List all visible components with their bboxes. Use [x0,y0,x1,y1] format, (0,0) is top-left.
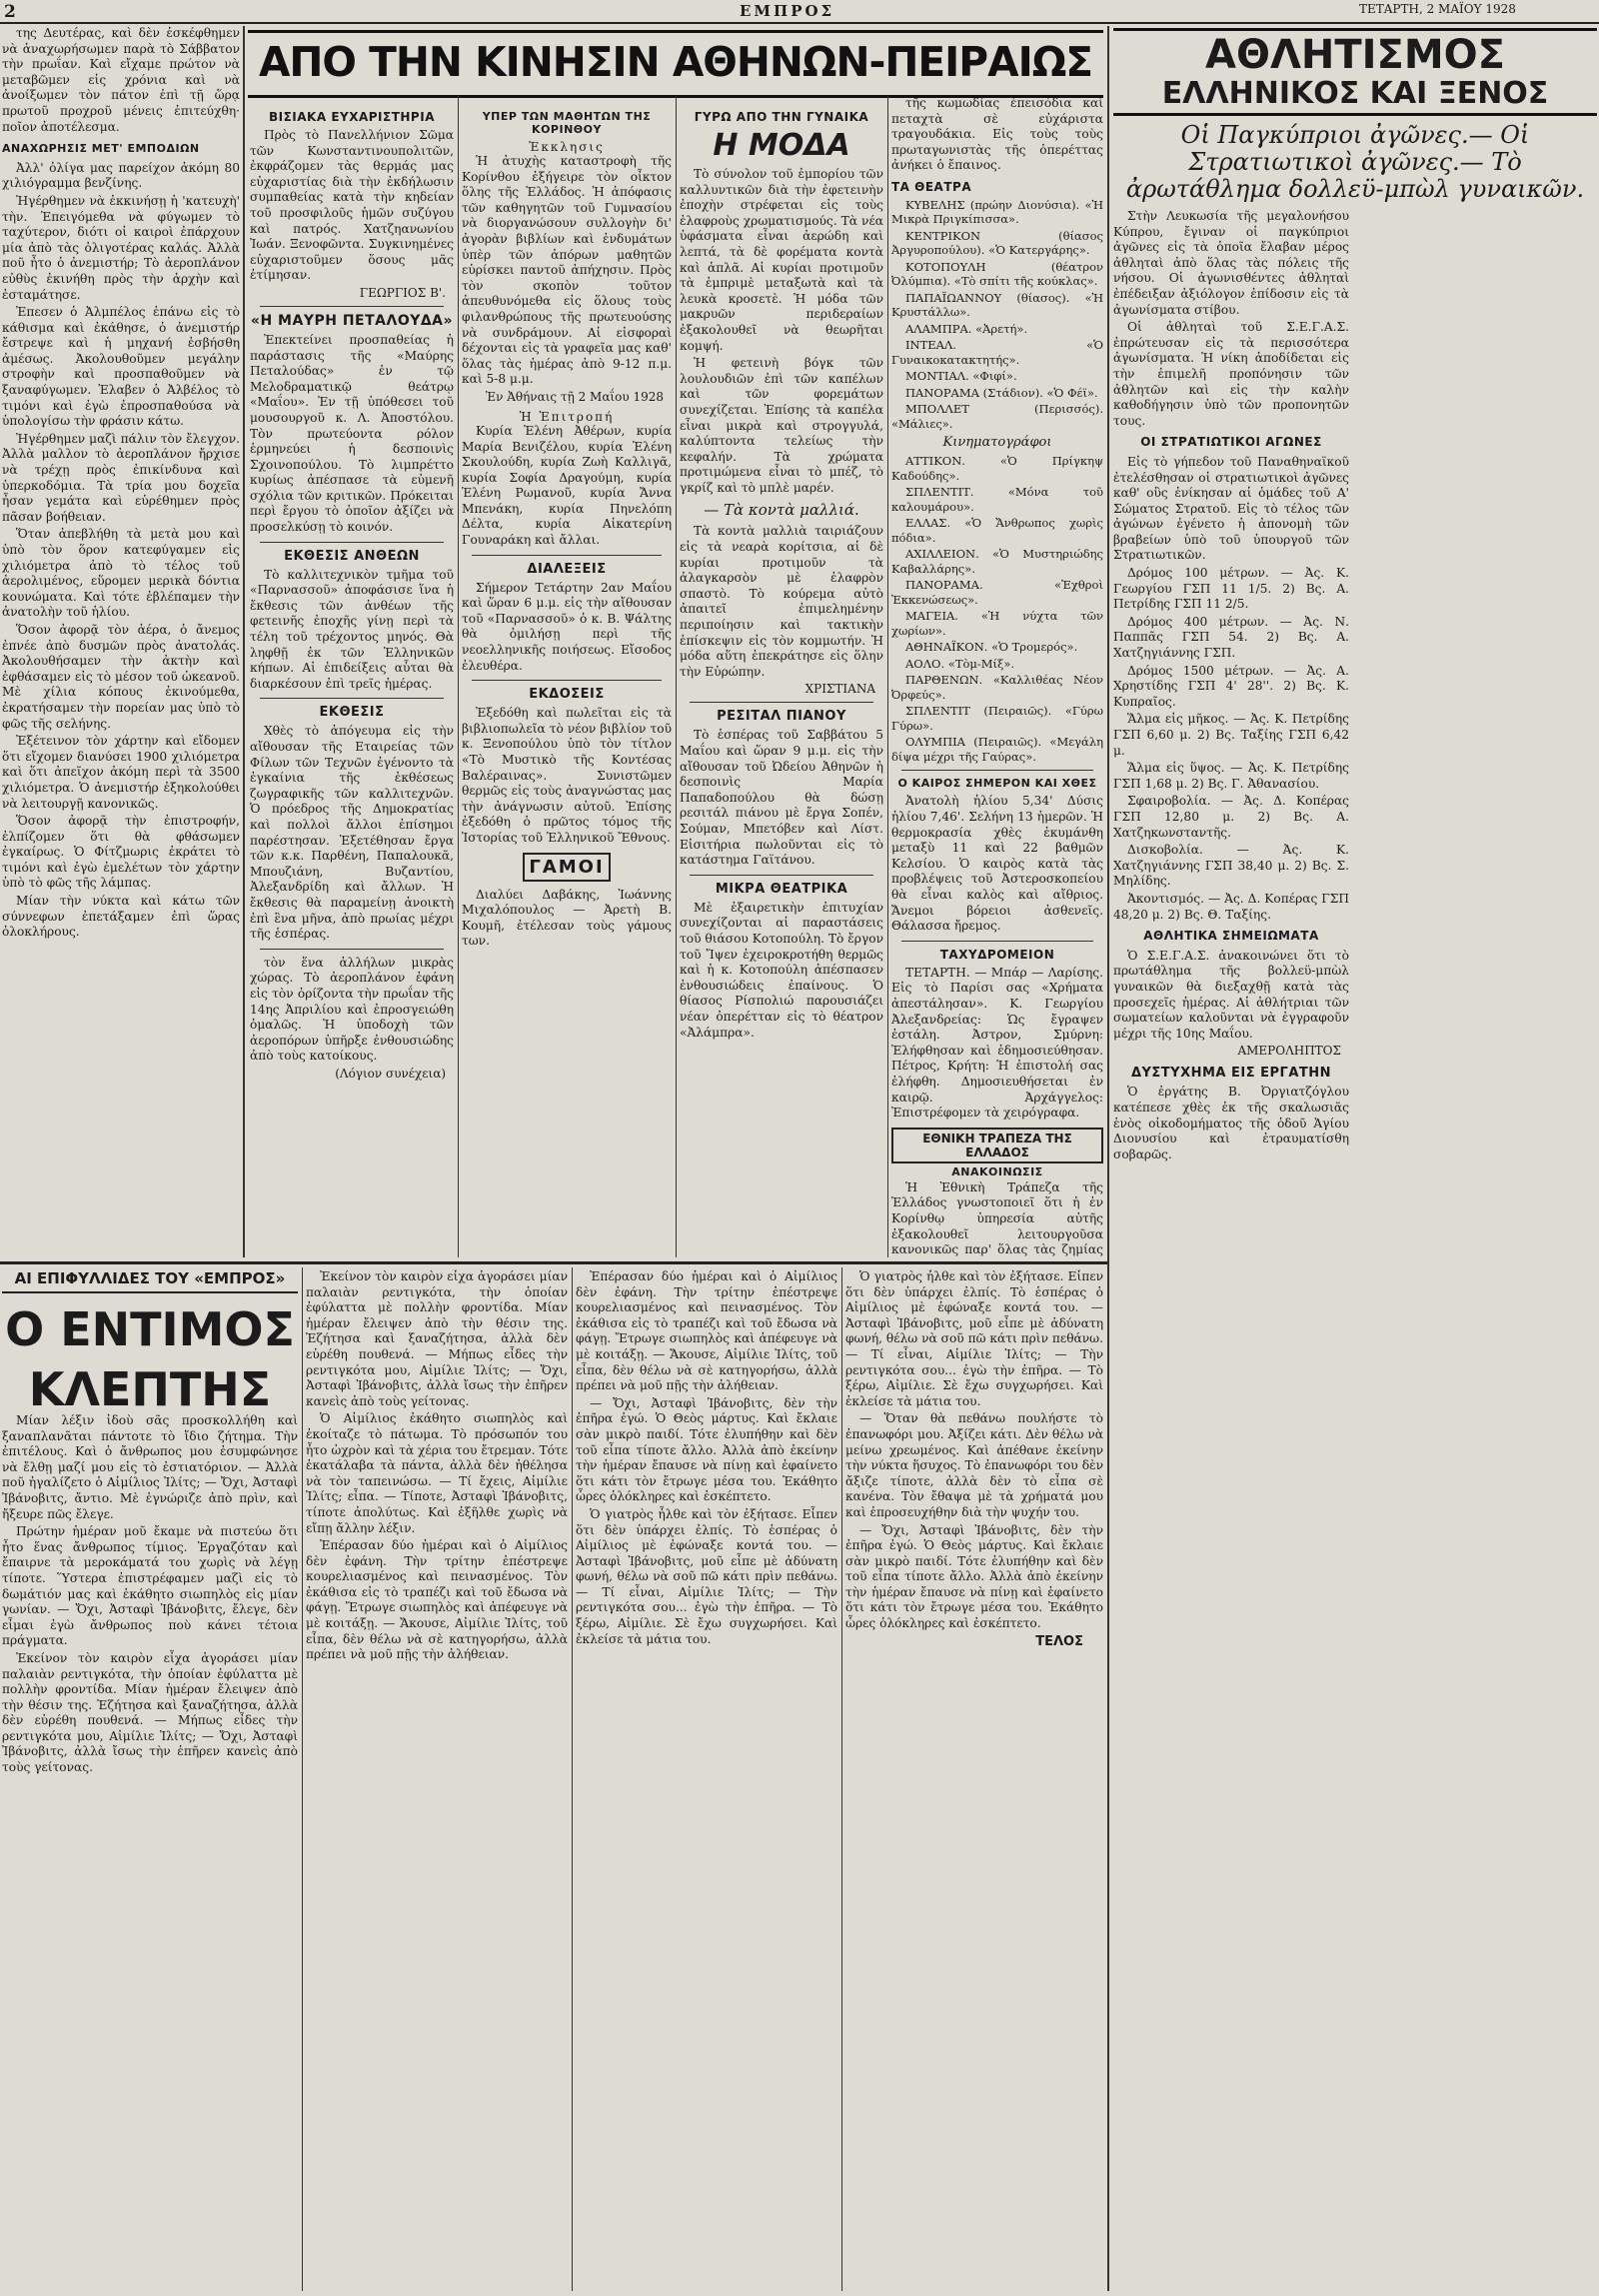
column-divider [243,26,245,1257]
aviation-paragraph: Ἐξέτεινον τὸν χάρτην καὶ εἴδομεν ὅτι εἴχομεν διανύσει 1900 χιλιόμετρα καὶ ὅτι ἀπεῖχον ἀκόμη περὶ τὰ 3500 χιλιόμετρα. Ὁ ἀνεμιστήρ ἐξηκολούθει νὰ λειτουργῇ κανονικῶς. [2,734,240,811]
divider [690,702,873,703]
sports-body [1113,209,1597,2198]
military-games-heading: ΟΙ ΣΤΡΑΤΙΩΤΙΚΟΙ ΑΓΩΝΕΣ [1140,435,1322,450]
butterfly-heading: «Η ΜΑΥΡΗ ΠΕΤΑΛΟΥΔΑ» [250,312,454,329]
cinema-listing: ΣΠΛΕΝΤΙΤ (Πειραιῶς). «Γύρω Γύρω». [891,704,1103,733]
serial-paragraph: Ἐκείνον τὸν καιρὸν εἶχα ἀγοράσει μίαν παλαιὰν ρεντιγκότα, τὴν ὁποίαν ἐφύλαττα μὲ πολλὴν φροντίδα. Μίαν ἡμέραν ἔλειψεν ἀπὸ τὴν θέσιν της. Ἐζήτησα καὶ ξαναζήτησα, ἀλλὰ δὲν εὑρέθη πουθενά. — Μήπως εἶδες τὴν ρεντιγκότα μου, Αἰμίλιε Ἰλίτς; — Ὄχι, Ἀσταφὶ Ἰβάνοβιτς, ἀλλὰ ἴσως τὴν ἐπῆρεν κανεὶς ἀπὸ τοὺς γείτονας. [2,1650,298,1775]
aviation-paragraph: Ὅσον ἀφορᾷ τὸν ἀέρα, ὁ ἄνεμος ἐπνέε ἀπὸ δυσμῶν πρὸς ἀνατολάς. Ἀκολουθήσαμεν τὴν ἀκτὴν καὶ ἐφθάσαμεν εἰς τὸ μέσον τοῦ ὠκεανοῦ. Μὲ χίλια κόπους ἐκινούμεθα, ἐκρατήσαμεν τὴν πορείαν μας ὑπὸ τὸ φῶς τῆς σελήνης. [2,622,240,731]
theatre-listing: ΠΑΝΟΡΑΜΑ (Στάδιον). «Ὁ Φέϊ». [905,385,1098,400]
recital-text: Τὸ ἑσπέρας τοῦ Σαββάτου 5 Μαΐου καὶ ὥραν 9 μ.μ. εἰς τὴν αἴθουσαν τοῦ Ὠδείου Ἀθηνῶν ἡ δεσποινὶς Μαρία Παπαδοπούλου θὰ δώσῃ ρεσιτάλ πιάνου μὲ ἔργα Σοπέν, Σούμαν, Μπετόβεν καὶ Λίστ. Εἰσιτήρια πωλοῦνται εἰς τὸ κατάστημα Γαϊτάνου. [680,728,883,868]
divider [260,949,444,950]
divider [472,555,662,556]
continued-note: (Λόγιον συνέχεια) [335,1066,446,1081]
sports-result: Δισκοβολία. — Ἀς. Κ. Χατζηγιάννης ΓΣΠ 38,40 μ. 2) Βς. Σ. Μηλίδης. [1113,843,1349,889]
thanks-heading: ΒΙΣΙΑΚΑ ΕΥΧΑΡΙΣΤΗΡΙΑ [269,110,435,124]
sports-signature: ΑΜΕΡΟΛΗΠΤΟΣ [1237,1044,1341,1059]
masthead [0,0,1599,22]
butterfly-text: Ἐπεκτείνει προσπαθείας ἡ παράστασις τῆς «Μαύρης Πεταλούδας» ἐν τῷ Μελοδραματικῷ θεάτρῳ «Μαΐου». Ἐν τῇ ὑπόθεσει τοῦ μουσουργοῦ κ. Λ. Ἀποστόλου. Τὸν πρωτεύοντα ρόλον ἑρμηνεύει ἡ δεσποινὶς Σχοινοπούλου. Τὸ λιμπρέττο κυρίως ἀπέσπασε τὰ εὐμενῆ σχόλια τῶν κριτικῶν. Πρόκειται περὶ ἔργου τὸ ὁποῖον ἀξίζει νὰ προσελκύσῃ τὸ κοινόν. [250,332,454,535]
serial-paragraph: — Ὅταν θὰ πεθάνω πουλήστε τὸ ἐπανωφόρι μου. Ἀξίζει κάτι. Δὲν θέλω νὰ μείνω χρεωμένος. Καὶ ἀπέθανε ἐκείνην τὴν νύκτα ἥσυχος. Τὸ ἐπανωφόρι του δὲν ἄξιζε τίποτε, ἀλλὰ δὲν τὸ εἶπα σὲ κανένα. Τὸν ἔθαψα μὲ τὰ χρήματά μου καὶ ἐπροσευχήθην διὰ τὴν ψυχήν του. [845,1411,1103,1519]
aviation-intro: της Δευτέρας, καὶ δὲν ἐσκέφθημεν νὰ ἀναχωρήσωμεν παρὰ τὸ Σάββατον τὴν πρωΐαν. Καὶ εἴχαμε πρώτον νὰ μεταβῶμεν εἰς χρόνια καὶ νὰ ἀνοίξωμεν τὸν πάτον ἐπὶ τῇ ὥρᾳ πρωτοῦ προχροῦ μένεις ἐπιτεύχθη· ποῖον ἀποτέλεσμα. [2,26,240,134]
lectures-heading: ΔΙΑΛΕΞΕΙΣ [527,561,607,577]
weather-heading: Ο ΚΑΙΡΟΣ ΣΗΜΕΡΟΝ ΚΑΙ ΧΘΕΣ [897,777,1097,791]
operetta-text: τῆς κωμωδίας ἐπεισόδια καὶ πεταχτὰ σὲ εὐχάριστα τραγουδάκια. Εἰς τοὺς τοὺς πρωταγωνιστὰς τῆς ὀπερέττας ἀνήκει ὁ ἔπαινος. [891,96,1103,173]
column-divider [302,1267,303,2291]
fashion-signature: ΧΡΙΣΤΙΑΝΑ [804,682,875,697]
column-entertainment [891,96,1103,1257]
sports-result: Δρόμος 400 μέτρων. — Ἀς. Ν. Παππᾶς ΓΣΠ 54. 2) Βς. Α. Χατζηγιάννης ΓΣΠ. [1113,614,1349,661]
serial-title: Ο ΕΝΤΙΜΟΣ ΚΛΕΠΤΗΣ [5,1302,295,1409]
cinema-listing: ΑΘΗΝΑΪΚΟΝ. «Ὁ Τρομερός». [905,640,1078,655]
theatre-listing: ΚΟΤΟΠΟΥΛΗ (θέατρον Ὀλύμπια). «Τὸ σπίτι τῆς κούκλας». [891,259,1103,289]
column-notices [250,104,454,1257]
thanks-text: Πρὸς τὸ Πανελλήνιον Σῶμα τῶν Κωνσταντινουπολιτῶν, ἐκφράζομεν τὰς θερμάς μας εὐχαριστίας διὰ τὴν ἐκδήλωσιν συμπαθείας κατὰ τὴν κηδείαν τοῦ προσφιλοῦς ἡμῶν συζύγου καὶ πατρός. Χατζηανωνίου Ἰωάν. Ξενοφῶντα. Συγκινημένες εὐχαριστοῦμεν ὅσους μᾶς ἐτίμησαν. [250,128,454,283]
sports-deck: Οἱ Παγκύπριοι ἀγῶνες.— Οἱ Στρατιωτικοὶ ἀγῶνες.— Τὸ ἀρωτάθλημα δολλεϋ-μπὼλ γυναικῶν. [1125,121,1585,203]
sports-subtitle: ΕΛΛΗΝΙΚΟΣ ΚΑΙ ΞΕΝΟΣ [1161,76,1549,111]
theatre-listing: ΚΕΝΤΡΙΚΟΝ (θίασος Ἀργυροπούλου). «Ὁ Κατεργάρης». [891,228,1103,258]
theatre-notes-heading: ΜΙΚΡΑ ΘΕΑΤΡΙΚΑ [715,881,848,897]
fashion-text: Ἡ φετεινὴ βόγκ τῶν λουλουδιῶν ἐπὶ τῶν καπέλων καὶ τῶν φορεμάτων συνεχίζεται. Ἐπίσης τὰ καπέλα εἶναι μικρὰ καὶ στρογγυλά, καλύπτοντα τελείως τὴν κεφαλήν. Τὰ χρώματα προτιμώμενα εἶναι τὸ μπέζ, τὸ γκρίζ καὶ τὸ μπλὲ μαρέν. [680,356,883,495]
column-divider [572,1267,573,2291]
weather-text: Ἀνατολὴ ἡλίου 5,34' Δύσις ἡλίου 7,46'. Σελήνη 13 ἡμερῶν. Ἡ θερμοκρασία χθὲς ἐκυμάνθη μεταξὺ 11 καὶ 22 βαθμῶν Κελσίου. Ὁ καιρὸς κατὰ τὰς προβλέψεις τοῦ Ἀστεροσκοπείου θὰ εἶναι καλὸς καὶ αἴθριος. Ἄνεμοι βόρειοι ἀσθενεῖς. Θάλασσα ἤρεμος. [891,794,1103,934]
fashion-text: Τὸ σύνολον τοῦ ἐμπορίου τῶν καλλυντικῶν διὰ τὴν ἐφετεινὴν ἐποχὴν στρέφεται εἰς τοὺς ἐλαφροὺς χρωματισμούς. Τὰ νέα ὑφάσματα εἶναι ἀερώδη καὶ λεπτά, τὰ δὲ φορέματα κοντὰ καὶ ἁπλᾶ. Αἱ κυρίαι προτιμοῦν τὰ ἐμπριμὲ μεταξωτὰ καὶ τὰ λευκὰ κροσετὲ. Ἡ μόδα τῶν μακρυῶν περιδεραίων ἐξακολουθεῖ νὰ θεωρῆται κομψή. [680,167,883,353]
theatre-listing: ΚΥΒΕΛΗΣ (πρώην Διονύσια). «Ἡ Μικρὰ Πριγκίπισσα». [891,197,1103,227]
column-divider [458,96,459,1257]
serial-paragraph: Ὁ γιατρὸς ἦλθε καὶ τὸν ἐξήτασε. Εἶπεν ὅτι δὲν ὑπάρχει ἐλπίς. Τὸ ἑσπέρας ὁ Αἰμίλιος μὲ ἐφώναξε κοντά του. — Ἀσταφὶ Ἰβάνοβιτς, μοῦ εἶπε μὲ ἀδύνατη φωνή, θέλω νὰ σοῦ πῶ κάτι πρὶν πεθάνω. — Τί εἶναι, Αἰμίλιε Ἰλίτς; — Τὴν ρεντιγκότα σου... ἐγὼ τὴν ἐπῆρα. — Τὸ ξέρω, Αἰμίλιε. Σὲ ἔχω συγχωρήσει. Καὶ ἐκλείσε τὰ μάτια του. [576,1506,837,1646]
serial-end: ΤΕΛΟΣ [1035,1633,1083,1649]
appeal-text: Ἡ ἀτυχὴς καταστροφὴ τῆς Κορίνθου ἐξήγειρε τὸν οἶκτον ὅλης τῆς Ἑλλάδος. Ἡ ἀπόφασις τῶν καθηγητῶν τοῦ Γυμνασίου νὰ διοργανώσουν συλλογὴν δι' ἀγορὰν βιβλίων καὶ ἐνδυμάτων ὑπὲρ τῶν ἀπόρων μαθητῶν εὑρίσκει παντοῦ ἀπήχησιν. Πρὸς τὸν σκοπὸν τοῦτον ἀπευθυνόμεθα εἰς ὅλους τοὺς φιλανθρώπους τῆς πρωτευούσης νὰ συνδράμουν. Αἱ εἰσφοραὶ δέχονται εἰς τὰ γραφεῖα μας καθ' ὅλας τὰς ἡμέρας ἀπὸ 9-12 π.μ. καὶ 5-8 μ.μ. [462,154,672,387]
sports-result: Δρόμος 1500 μέτρων. — Ἀς. Α. Χρηστίδης ΓΣΠ 4' 28''. 2) Βς. Κ. Κυπραῖος. [1113,663,1349,709]
national-bank-heading: ΕΘΝΙΚΗ ΤΡΑΠΕΖΑ ΤΗΣ ΕΛΛΑΔΟΣ [891,1128,1103,1163]
announcement-heading: ΑΝΑΚΟΙΝΩΣΙΣ [951,1164,1043,1178]
aviation-heading: ΑΝΑΧΩΡΗΣΙΣ ΜΕΤ' ΕΜΠΟΔΙΩΝ [2,142,200,156]
aviation-paragraph: Ἀλλ' ὀλίγα μας παρείχον ἀκόμη 80 χιλιόγραμμα βενζίνης. [2,160,240,191]
column-corinth [462,104,672,1257]
mailbox-text: ΤΕΤΑΡΤΗ. — Μπάρ — Λαρίσης. Εἰς τὸ Παρίσι σας «Χρήματα ἀπεστάλησαν». Κ. Γεωργίου Ἀλεξανδρείας: Ὡς ἔγραψεν ἐστάλη. Ἀστρον, Σμύρνη: Ἐλήφθησαν καὶ ἐδημοσιεύθησαν. Πέτρος, Κρήτη: Ἡ ἐπιστολή σας ἐλήφθη. Δημοσιευθήσεται ἐν καιρῷ. Ἀρχάγγελος: Ἐπιστρέφομεν τὰ χειρόγραφα. [891,965,1103,1121]
sports-result: Ἅλμα εἰς ὕψος. — Ἀς. Κ. Πετρίδης ΓΣΠ 1,68 μ. 2) Βς. Γ. Ἀθανασίου. [1113,761,1349,791]
corinth-heading: ΥΠΕΡ ΤΩΝ ΜΑΘΗΤΩΝ ΤΗΣ ΚΟΡΙΝΘΟΥ [482,110,652,136]
theatre-listing: ΜΠΟΛΛΕΤ (Περισσός). «Μάλιες». [891,402,1103,431]
publications-text: Ἐξεδόθη καὶ πωλεῖται εἰς τὰ βιβλιοπωλεῖα τὸ νέον βιβλίον τοῦ κ. Ξενοπούλου ὑπὸ τὸν τίτλον «Τὸ Μυστικὸ τῆς Κοντέσας Βαλέραινας». Συνιστῶμεν θερμῶς εἰς τοὺς ἀναγνώστας μας τὴν ἀνάγνωσιν αὐτοῦ. Ἐπίσης ἐξεδόθη ὁ πρῶτος τόμος τῆς Ἱστορίας τοῦ Ἑλληνικοῦ Ἔθνους. [462,706,672,845]
sports-result: Δρόμος 100 μέτρων. — Ἀς. Κ. Γεωργίου ΓΣΠ 11 1/5. 2) Βς. Α. Πετρίδης ΓΣΠ 11 2/5. [1113,566,1349,612]
continued-text: τὸν ἕνα ἀλλήλων μικρὰς χώρας. Τὸ ἀεροπλάνον ἐφάνη εἰς τὸν ὁρίζοντα τὴν πρωΐαν τῆς 14ης Ἀπριλίου καὶ ἐπροσγειώθη ὁμαλῶς. Ἡ ὑποδοχὴ τῶν ἀεροπόρων ὑπῆρξε ἐνθουσιώδης ἀπὸ τοὺς κατοίκους. [250,955,454,1064]
serial-column-2 [306,1269,568,2291]
lectures-text: Σήμερον Τετάρτην 2αν Μαΐου καὶ ὥραν 6 μ.μ. εἰς τὴν αἴθουσαν τοῦ «Παρνασσοῦ» ὁ κ. Β. Ψάλτης θὰ ὁμιλήσῃ περὶ τῆς νεοελληνικῆς ποιήσεως. Εἴσοδος ἐλευθέρα. [462,580,672,673]
column-fashion [680,104,883,1257]
serial-paragraph: Ἐπέρασαν δύο ἡμέραι καὶ ὁ Αἰμίλιος δὲν ἐφάνη. Τὴν τρίτην ἐπέστρεψε κουρελιασμένος καὶ πεινασμένος. Τὸν ἐκάθισα εἰς τὸ τραπέζι καὶ τοῦ ἔδωσα νὰ φάγῃ. Ἔτρωγε σιωπηλὸς καὶ ἀπέφευγε νὰ μὲ κοιτάξῃ. — Ἄκουσε, Αἰμίλιε Ἰλίτς, τοῦ εἶπα, δὲν θέλω νὰ σὲ κατηγορήσω, ἀλλὰ πρέπει νὰ μοῦ πῇς τὴν ἀλήθειαν. [306,1538,568,1662]
cinema-listing: ΟΛΥΜΠΙΑ (Πειραιῶς). «Μεγάλη δίψα μέχρι τῆς Γαύρας». [891,735,1103,764]
serial-column-1 [2,1413,298,2291]
theatre-listing: ΠΑΠΑΪΩΑΝΝΟΥ (θίασος). «Ἡ Κρυστάλλω». [891,290,1103,320]
divider [472,680,662,681]
mailbox-heading: ΤΑΧΥΔΡΟΜΕΙΟΝ [939,947,1055,962]
divider [690,875,873,876]
serial-paragraph: Ὁ γιατρὸς ἦλθε καὶ τὸν ἐξήτασε. Εἶπεν ὅτι δὲν ὑπάρχει ἐλπίς. Τὸ ἑσπέρας ὁ Αἰμίλιος μὲ ἐφώναξε κοντά του. — Ἀσταφὶ Ἰβάνοβιτς, μοῦ εἶπε μὲ ἀδύνατη φωνή, θέλω νὰ σοῦ πῶ κάτι πρὶν πεθάνω. — Τί εἶναι, Αἰμίλιε Ἰλίτς; — Τὴν ρεντιγκότα σου... ἐγὼ τὴν ἐπῆρα. — Τὸ ξέρω, Αἰμίλιε. Σὲ ἔχω συγχωρήσει. Καὶ ἐκλείσε τὰ μάτια του. [845,1269,1103,1408]
short-hair-heading: — Τὰ κοντὰ μαλλιά. [704,501,859,520]
column-aviation [2,26,240,1255]
serial-paragraph: Μίαν λέξιν ἰδοὺ σᾶς προσκολλήθη καὶ ξαναπλανᾶται πάντοτε τὸ ἴδιο ζήτημα. Τὴν ἐπιτέλους. Καὶ ὁ ἄνθρωπος μου ἐσυμφώνησε νὰ ἔλθῃ μαζί μου εἰς τὸ ἐστιατόριον. — Ἀλλὰ ποῦ ἠγαλίζετο ὁ Αἰμίλιος Ἰλίτς; — Ὄχι, Ἀσταφὶ Ἰβάνοβιτς, ἄντιο. Μὲ ἐγνώριζε ἀπὸ πρὶν, καὶ ἤξευρε πῶς ἔλεγε. [2,1413,298,1521]
recital-heading: ΡΕΣΙΤΑΛ ΠΙΑΝΟΥ [717,709,846,725]
cinemas-heading: Κινηματογράφοι [942,435,1052,451]
appeal-subtitle: Ἐκκλησις [529,140,605,154]
appeal-date: Ἐν Ἀθήναις τῇ 2 Μαΐου 1928 [485,389,664,404]
thanks-signature: ΓΕΩΡΓΙΟΣ Β'. [359,285,446,300]
sports-banner [1113,28,1597,116]
fashion-heading: Η ΜΟΔΑ [713,128,850,163]
serial-paragraph: Ἐπέρασαν δύο ἡμέραι καὶ ὁ Αἰμίλιος δὲν ἐφάνη. Τὴν τρίτην ἐπέστρεψε κουρελιασμένος καὶ πεινασμένος. Τὸν ἐκάθισα εἰς τὸ τραπέζι καὶ τοῦ ἔδωσα νὰ φάγῃ. Ἔτρωγε σιωπηλὸς καὶ ἀπέφευγε νὰ μὲ κοιτάξῃ. — Ἄκουσε, Αἰμίλιε Ἰλίτς, τοῦ εἶπα, δὲν θέλω νὰ σὲ κατηγορήσω, ἀλλὰ πρέπει νὰ μοῦ πῇς τὴν ἀλήθειαν. [576,1269,837,1393]
aviation-paragraph: Ἐπεσεν ὁ Ἀλμπέλος ἐπάνω εἰς τὸ κάθισμα καὶ ἐκάθησε, ὁ ἀνεμιστήρ ἔστρεψε καὶ ἡ μηχανή ἐσβήσθη ἀμέσως. Ἀκολουθοῦμεν μεγάλην στροφὴν καὶ προσπαθοῦμεν νὰ ξαναφύγωμεν. Ἐλαβεν ὁ Ἀλβέλος τὸ τιμόνι καὶ ἐγὼ ἐπροσπαθούσα νὰ ὑπολογίσω τὴν φράσιν κάτω. [2,305,240,429]
aviation-article [2,26,240,941]
sports-paragraph: Οἱ ἀθληταὶ τοῦ Σ.Ε.Γ.Α.Σ. ἐπρώτευσαν εἰς τὰ περισσότερα ἀγωνίσματα. Ἡ νίκη ἀποδίδεται εἰς τὴν ἐπιμελῆ προπόνησιν τῶν ἀθλητῶν καὶ εἰς τὴν καλὴν καθοδήγησιν ὑπὸ τῶν προπονητῶν τους. [1113,320,1349,428]
divider [901,770,1093,771]
cinema-listing: ΕΛΛΑΣ. «Ὁ Ἄνθρωπος χωρὶς πόδια». [891,516,1103,545]
issue-date: ΤΕΤΑΡΤΗ, 2 ΜΑΪΟΥ 1928 [1359,2,1516,16]
column-divider [887,96,888,1257]
cinema-listing: ΑΤΤΙΚΟΝ. «Ὁ Πρίγκηψ Καδούδης». [891,454,1103,483]
sports-result: Ἅλμα εἰς μῆκος. — Ἀς. Κ. Πετρίδης ΓΣΠ 6,60 μ. 2) Βς. Ταξίης ΓΣΠ 6,42 μ. [1113,712,1349,758]
divider [260,542,444,543]
serial-column-3 [576,1269,837,2291]
theatre-listing: ΙΝΤΕΑΛ. «Ὁ Γυναικοκατακτητής». [891,338,1103,367]
cinema-listing: ΑΟΛΟ. «Τὸμ-Μίξ». [905,656,1015,671]
serial-column-4 [845,1269,1103,2291]
flower-exhibition-heading: ΕΚΘΕΣΙΣ ΑΝΘΕΩΝ [284,548,420,564]
exhibition-text: Χθὲς τὸ ἀπόγευμα εἰς τὴν αἴθουσαν τῆς Εταιρείας τῶν Φίλων τῶν Τεχνῶν ἐγένοντο τὰ ἐγκαίνια τῆς ἐκθέσεως ζωγραφικῆς τῶν καλλιτεχνῶν. Ὁ πρόεδρος τῆς Δημοκρατίας καὶ πολλοὶ ἄλλοι ἐπίσημοι παρέστησαν. Ἐξετέθησαν ἔργα τῶν κ.κ. Παρθένη, Παπαλουκᾶ, Μπουζιάνη, Βυζαντίου, Ἀλεξανδρίδη καὶ ἄλλων. Ἡ ἔκθεσις θὰ παραμείνῃ ἀνοικτὴ ἐπὶ ἓνα μῆνα, ἀπὸ πρωίας μέχρι τῆς ἑσπέρας. [250,724,454,942]
cinema-listing: ΠΑΡΘΕΝΩΝ. «Καλλιθέας Νέον Ὀρφεύς». [891,673,1103,702]
divider [260,698,444,699]
column-divider [1107,26,1109,2291]
column-divider [841,1267,842,2291]
flower-exhibition-text: Τὸ καλλιτεχνικὸν τμῆμα τοῦ «Παρνασσοῦ» ἀποφάσισε ἵνα ἡ ἔκθεσις τῶν ἀνθέων τῆς φετεινῆς ἐποχῆς γίνῃ περὶ τὰ τέλη τοῦ τρέχοντος μηνός. Θὰ ληφθῇ ἐκ τῶν Ἑλληνικῶν κήπων. Αἱ ἐπιδείξεις αὗται θὰ διαρκέσουν ἐπὶ τρεῖς ἡμέρας. [250,567,454,691]
cinema-listing: ΑΧΙΛΛΕΙΟΝ. «Ὁ Μυστηριώδης Καβαλλάρης». [891,547,1103,576]
committee-text: Κυρία Ἑλένη Ἀθέρων, κυρία Μαρία Βενιζέλου, κυρία Ἑλένη Σκουλούδη, κυρία Ζωὴ Καλλιγᾶ, κυρία Σοφία Δραγούμη, κυρία Ἑλένη Ρωμανοῦ, κυρία Ἄννα Μπενάκη, κυρία Πηνελόπη Δέλτα, κυρία Αἰκατερίνη Γουναράκη καὶ ἄλλαι. [462,423,672,548]
page-number: 2 [4,2,16,22]
publications-heading: ΕΚΔΟΣΕΙΣ [529,687,605,703]
weddings-text: Διαλύει Δαβάκης, Ἰωάννης Μιχαλόπουλος — Ἀρετὴ Β. Κουμῆ, ἐτέλεσαν τοὺς γάμους των. [462,887,672,949]
sports-paragraph: Εἰς τὸ γήπεδον τοῦ Παναθηναϊκοῦ ἐτελέσθησαν οἱ στρατιωτικοὶ ἀγῶνες καθ' οὓς ἐνίκησαν αἱ ὁμάδες τοῦ Α' Σώματος Στρατοῦ. Εἰς τὸ τέλος τῶν ἀγώνων ἐγένετο ἡ ἀπονομὴ τῶν βραβείων ὑπὸ τοῦ ὑπουργοῦ τῶν Στρατιωτικῶν. [1113,454,1349,563]
newspaper-name: ΕΜΠΡΟΣ [740,2,835,20]
cinema-listing: ΠΑΝΟΡΑΜΑ. «Ἐχθροὶ Ἐκκενώσεως». [891,578,1103,607]
sports-paragraph: Ὁ Σ.Ε.Γ.Α.Σ. ἀνακοινώνει ὅτι τὸ πρωτάθλημα τῆς βολλεϋ-μπὼλ γυναικῶν θὰ διεξαχθῇ κατὰ τὰς προσεχεῖς ἡμέρας. Αἱ ἀθλήτριαι τῶν σωματείων καλοῦνται νὰ ἐγγραφοῦν μέχρι τῆς 10ης Μαΐου. [1113,948,1349,1041]
sports-result: Ἀκοντισμός. — Ἀς. Δ. Κοπέρας ΓΣΠ 48,20 μ. 2) Βς. Θ. Ταξίης. [1113,891,1349,922]
theatre-listing: ΑΛΑΜΠΡΑ. «Ἀρετή». [905,321,1028,336]
aviation-paragraph: Ἠγέρθημεν νὰ ἐκκινήσῃ ἡ 'κατευχὴ' τὴν. Ἐπειγόμεθα νὰ φύγωμεν τὸ ταχύτερον, διότι οἱ καιροὶ ἐπάρχουν μία ἀπὸ τὰς ὀλιγοτέρας καλάς. Ἀλλὰ ποῦ ἦτο ὁ ἀνεμιστήρ; Τὸ ἀεροπλάνον εὐθὺς ἐκινήθη πρὸς τὴν ἀρχὴν καὶ ἐσταμάτησε. [2,193,240,302]
theatres-heading: ΤΑ ΘΕΑΤΡΑ [891,179,972,194]
masthead-rule [0,22,1599,24]
cinema-listing: ΣΠΛΕΝΤΙΤ. «Μόνα τοῦ καλουμάρου». [891,485,1103,514]
sports-notes-heading: ΑΘΛΗΤΙΚΑ ΣΗΜΕΙΩΜΑΤΑ [1143,929,1319,944]
column-divider [676,96,677,1257]
announcement-text: Ἡ Ἐθνικὴ Τράπεζα τῆς Ἑλλάδος γνωστοποιεῖ ὅτι ἡ ἐν Κορίνθῳ ὑπηρεσία αὐτῆς ἐξακολουθεῖ λειτουργοῦσα κανονικῶς παρ' ὅλας τὰς ζημίας [891,1179,1103,1257]
athens-piraeus-banner: ΑΠΟ ΤΗΝ ΚΙΝΗΣΙΝ ΑΘΗΝΩΝ-ΠΕΙΡΑΙΩΣ [248,30,1103,98]
serial-rule [0,1261,1107,1264]
women-section-heading: ΓΥΡΩ ΑΠΟ ΤΗΝ ΓΥΝΑΙΚΑ [694,110,869,124]
serial-paragraph: Ὁ Αἰμίλιος ἐκάθητο σιωπηλὸς καὶ ἐκοίταζε τὸ πάτωμα. Τὸ πρόσωπόν του ἦτο ὠχρὸν καὶ τὰ χέρια του ἔτρεμαν. Τότε ἐκατάλαβα τὰ πάντα, ἀλλὰ δὲν ἠθέλησα νὰ τὸν ταπεινώσω. — Τί ἔχεις, Αἰμίλιε Ἰλίτς; εἶπα. — Τίποτε, Ἀσταφὶ Ἰβάνοβιτς, τίποτε ἀπολύτως. Καὶ ἐξῆλθε χωρὶς νὰ εἴπῃ ἄλλην λέξιν. [306,1411,568,1535]
sports-paragraph: Στὴν Λευκωσία τῆς μεγαλονήσου Κύπρου, ἔγιναν οἱ παγκύπριοι ἀγῶνες εἰς τὰ ὁποῖα ἔλαβαν μέρος ἀθληταὶ ἀπὸ ὅλας τὰς πόλεις τῆς νήσου. Οἱ ἀγωνισθέντες ἀθληταὶ ἐπέδειξαν ἀξιόλογον ἐπίδοσιν εἰς τὰ ἀγωνίσματα στίβου. [1113,209,1349,317]
weddings-heading: ΓΑΜΟΙ [523,853,610,882]
committee-subtitle: Ἡ Ἐπιτροπή [519,409,615,424]
cinema-listing: ΜΑΓΕΙΑ. «Ἡ νύχτα τῶν χωρίων». [891,609,1103,638]
serial-paragraph: — Ὄχι, Ἀσταφὶ Ἰβάνοβιτς, δὲν τὴν ἐπῆρα ἐγώ. Ὁ Θεὸς μάρτυς. Καὶ ἔκλαιε σὰν μικρὸ παιδί. Τότε ἐλυπήθην καὶ δὲν τοῦ εἶπα τίποτε ἄλλο. Ἀλλὰ ἀπὸ ἐκείνην τὴν ἡμέραν ἔπαυσε νὰ πίνῃ καὶ ἐφαίνετο ὅτι κάτι τὸν ἔτρωγε μέσα του. Ἐκάθητο ὧρες ὁλόκληρες καὶ ἐσκέπτετο. [576,1395,837,1504]
worker-accident-heading: ΔΥΣΤΥΧΗΜΑ ΕΙΣ ΕΡΓΑΤΗΝ [1130,1065,1332,1081]
aviation-paragraph: Ὅσον ἀφορᾷ τὴν ἐπιστροφήν, ἐλπίζομεν ὅτι θὰ φθάσωμεν ἐγκαίρως. Ὁ Φίτζμωρις ἐκράτει τὸ τιμόνι καὶ ἐγὼ ἐμελέτων τὸν χάρτην ὑπὸ τὸ φῶς τῆς λάμπας. [2,814,240,891]
aviation-paragraph: Μίαν τὴν νύκτα καὶ κάτω τῶν σύννεφων ἐπετάξαμεν ἐπὶ ὥρας ὁλοκλήρους. [2,894,240,940]
exhibition-heading: ΕΚΘΕΣΙΣ [319,705,385,721]
sports-result: Σφαιροβολία. — Ἀς. Δ. Κοπέρας ΓΣΠ 12,80 μ. 2) Βς. Α. Χατζηκωνσταντῆς. [1113,794,1349,840]
divider [260,306,444,307]
serial-paragraph: — Ὄχι, Ἀσταφὶ Ἰβάνοβιτς, δὲν τὴν ἐπῆρα ἐγώ. Ὁ Θεὸς μάρτυς. Καὶ ἔκλαιε σὰν μικρὸ παιδί. Τότε ἐλυπήθην καὶ δὲν τοῦ εἶπα τίποτε ἄλλο. Ἀλλὰ ἀπὸ ἐκείνην τὴν ἡμέραν ἔπαυσε νὰ πίνῃ καὶ ἐφαίνετο ὅτι κάτι τὸν ἔτρωγε μέσα του. Ἐκάθητο ὧρες ὁλόκληρες καὶ ἐσκέπτετο. [845,1522,1103,1631]
theatre-notes-text: Μὲ ἐξαιρετικὴν ἐπιτυχίαν συνεχίζονται αἱ παραστάσεις τοῦ θιάσου Κοτοπούλη. Τὸ ἔργον τοῦ Ἴψεν ἐχειροκροτήθη θερμῶς καὶ ἡ κ. Κοτοπούλη ἀπέσπασεν ἐνθουσιώδεις ἐπαίνους. Ὁ θίασος Ρίσπολιώ παρουσιάζει νέαν ὀπερέτταν εἰς τὸ θέατρον «Ἀλάμπρα». [680,900,883,1040]
serial-header [2,1269,298,1409]
divider [901,941,1093,942]
aviation-paragraph: Ἠγέρθημεν μαζὶ πάλιν τὸν ἔλεγχον. Ἀλλὰ μαλλον τὸ ἀεροπλάνον ἤρχισε νὰ τρέχῃ πρὸς ἐπικίνδυνα καὶ ὑπερκοδόμια. Τὰ τρία μου δοχεῖα ἦσαν γεμάτα καὶ εὑρέθημεν πρὸς πᾶσαν βοήθειαν. [2,431,240,524]
theatre-listing: ΜΟΝΤΙΑΛ. «Φιφί». [905,369,1017,384]
short-hair-text: Τὰ κοντὰ μαλλιὰ ταιριάζουν εἰς τὰ νεαρὰ κορίτσια, αἱ δὲ κυρίαι προτιμοῦν τὰ ἀλαγκαρσὸν μὲ ἐλαφρὸν σπαστὸ. Τὸ κούρεμα αὐτὸ ἀπαιτεῖ ἐπιμελημένην περιποίησιν καὶ τακτικὴν ἐπίσκεψιν εἰς τὸν κομμωτήν. Ἡ μόδα αὕτη ἐπεκράτησε εἰς ὅλην τὴν Εὐρώπην. [680,524,883,679]
column-sports [1113,28,1597,2292]
serial-paragraph: Ἐκείνον τὸν καιρὸν εἶχα ἀγοράσει μίαν παλαιὰν ρεντιγκότα, τὴν ὁποίαν ἐφύλαττα μὲ πολλὴν φροντίδα. Μίαν ἡμέραν ἔλειψεν ἀπὸ τὴν θέσιν της. Ἐζήτησα καὶ ξαναζήτησα, ἀλλὰ δὲν εὑρέθη πουθενά. — Μήπως εἶδες τὴν ρεντιγκότα μου, Αἰμίλιε Ἰλίτς; — Ὄχι, Ἀσταφὶ Ἰβάνοβιτς, ἀλλὰ ἴσως τὴν ἐπῆρεν κανεὶς ἀπὸ τοὺς γείτονας. [306,1269,568,1408]
sports-title: ΑΘΛΗΤΙΣΜΟΣ [1204,32,1506,78]
serial-section-title: ΑΙ ΕΠΙΦΥΛΛΙΔΕΣ ΤΟΥ «ΕΜΠΡΟΣ» [2,1269,298,1293]
sports-paragraph: Ὁ ἐργάτης Β. Ὀργιατζόγλου κατέπεσε χθὲς ἐκ τῆς σκαλωσιᾶς ἑνὸς οἰκοδομήματος τῆς ὁδοῦ Ἁγίου Διονυσίου καὶ ἐτραυματίσθη σοβαρῶς. [1113,1085,1349,1161]
serial-paragraph: Πρώτην ἡμέραν μοῦ ἔκαμε νὰ πιστεύω ὅτι ἦτο ἕνας ἄνθρωπος τίμιος. Ἐργαζόταν καὶ ἔπαιρνε τὰ μεροκάματά του χωρὶς νὰ λέγῃ τίποτε. Ὕστερα ἐπιστρέφαμεν μαζὶ εἰς τὸ δωμάτιόν μας καὶ ἐκάθητο σιωπηλὸς εἰς μίαν γωνίαν. — Ὄχι, Ἀσταφὶ Ἰβάνοβιτς, ἔλεγε, δὲν εἶμαι ἐγὼ ἄνθρωπος ποὺ κάνει τέτοια πράγματα. [2,1524,298,1648]
aviation-paragraph: Ὅταν ἀπεβλήθη τὰ μετὰ μου καὶ ὑπὸ τὸν ὅρον κατεφύγαμεν εἰς χιλιόμετρα ἀπὸ τὸ τέλος τοῦ ἀερολιμένος, εὕρομεν μερικὰ δόντια κουνώματα. Καὶ τότε ἐβλέπαμεν τὴν ἀνατολὴν τοῦ ἡλίου. [2,527,240,620]
